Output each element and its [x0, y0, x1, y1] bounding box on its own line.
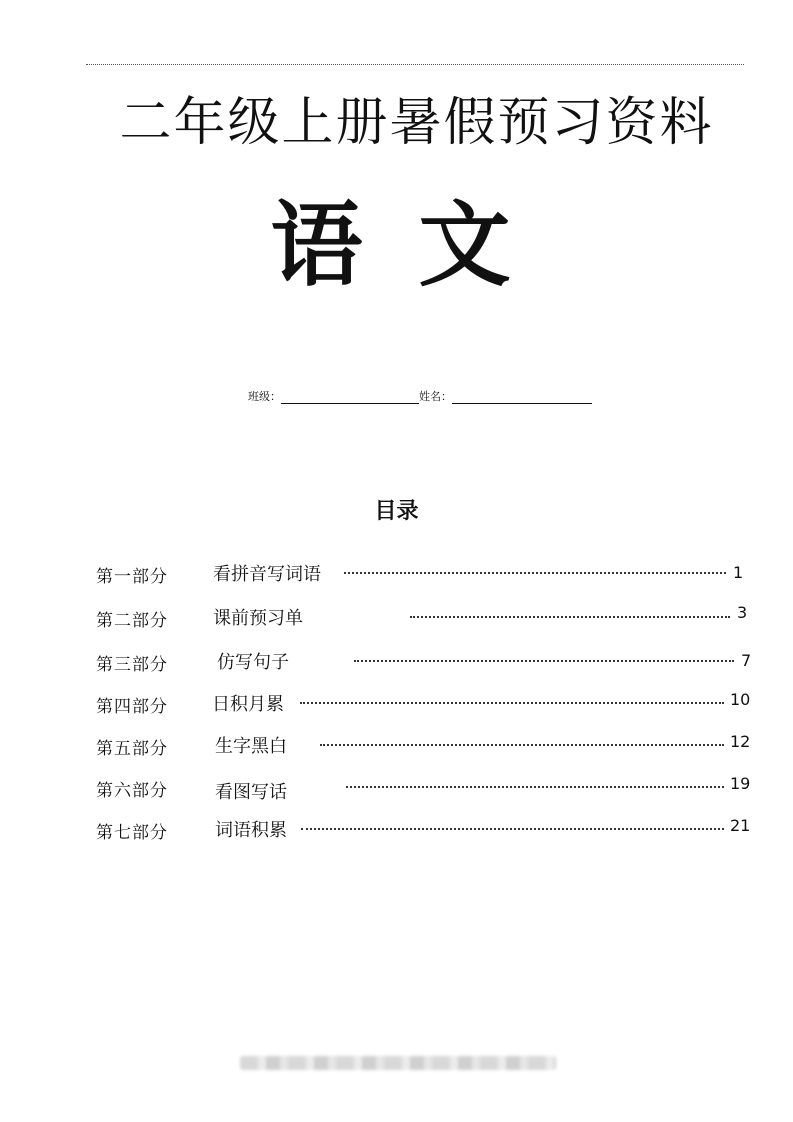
document-title: 二年级上册暑假预习资料	[119, 93, 714, 153]
subject-title: 语 文	[270, 191, 523, 299]
toc-section-name: 看拼音写词语	[213, 564, 321, 585]
toc-leader-dots	[344, 572, 726, 574]
name-label: 姓名：	[419, 390, 452, 403]
toc-page-number: 10	[730, 690, 751, 709]
toc-part: 第一部分	[96, 567, 168, 587]
toc-leader-dots	[301, 828, 724, 830]
toc-page-number: 21	[730, 816, 751, 835]
toc-row[interactable]	[96, 816, 756, 843]
toc-page-number: 3	[737, 603, 748, 622]
toc-part: 第四部分	[96, 697, 168, 717]
toc-section-name: 课前预习单	[213, 608, 303, 629]
toc-part: 第六部分	[96, 781, 168, 801]
toc-leader-dots	[354, 660, 734, 662]
toc-leader-dots	[320, 744, 724, 746]
toc-page-number: 1	[733, 563, 744, 582]
toc-section-name: 仿写句子	[217, 652, 289, 673]
header-rule	[86, 64, 744, 65]
toc-leader-dots	[300, 702, 724, 704]
student-info-line	[248, 388, 592, 404]
toc-leader-dots	[410, 616, 730, 618]
toc-part: 第三部分	[96, 655, 168, 675]
toc-section-name: 词语积累	[215, 820, 287, 841]
toc-row[interactable]	[96, 690, 756, 717]
name-blank[interactable]	[452, 391, 592, 404]
toc-row[interactable]	[96, 774, 756, 803]
class-label: 班级：	[248, 390, 281, 403]
footer-watermark	[240, 1056, 556, 1070]
toc-row[interactable]	[96, 603, 756, 631]
toc-page-number: 12	[730, 732, 751, 751]
toc-page-number: 19	[730, 774, 751, 793]
toc-page-number: 7	[741, 651, 752, 670]
toc-section-name: 日积月累	[212, 694, 284, 715]
toc-leader-dots	[346, 786, 724, 788]
toc-section-name: 生字黑白	[215, 736, 287, 757]
class-blank[interactable]	[281, 391, 419, 404]
toc-row[interactable]	[96, 560, 756, 587]
toc-part: 第二部分	[96, 611, 168, 631]
toc-section-name: 看图写话	[215, 782, 287, 803]
toc-row[interactable]	[96, 732, 756, 759]
toc-row[interactable]	[96, 648, 756, 675]
toc-title: 目录	[374, 499, 419, 524]
toc-part: 第五部分	[96, 739, 168, 759]
toc-part: 第七部分	[96, 823, 168, 843]
